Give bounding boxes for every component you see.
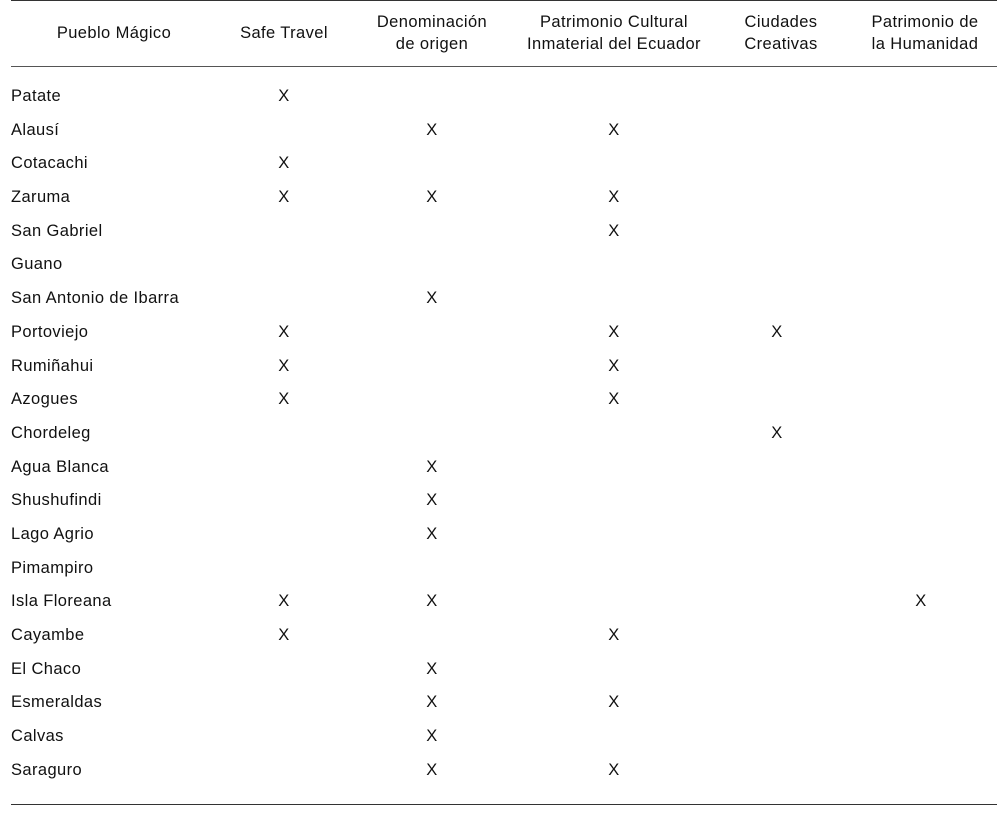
pueblo-name-cell: Agua Blanca bbox=[11, 457, 109, 476]
mark-denominacion-de-origen: X bbox=[426, 727, 438, 746]
mark-safe-travel: X bbox=[278, 390, 290, 409]
mark-patrimonio-cultural-inmaterial: X bbox=[608, 760, 620, 779]
table-row bbox=[11, 619, 997, 653]
pueblo-name-cell: El Chaco bbox=[11, 659, 82, 678]
pueblo-name-cell: Esmeraldas bbox=[11, 693, 103, 712]
pueblo-name-cell: Azogues bbox=[11, 390, 79, 409]
mark-patrimonio-humanidad: X bbox=[915, 592, 927, 611]
mark-ciudades-creativas: X bbox=[771, 423, 783, 442]
table-row bbox=[11, 350, 997, 384]
mark-denominacion-de-origen: X bbox=[426, 289, 438, 308]
header-patrimonio-humanidad: Patrimonio de la Humanidad bbox=[871, 13, 979, 53]
pueblo-name-cell: Calvas bbox=[11, 727, 64, 746]
mark-denominacion-de-origen: X bbox=[426, 524, 438, 543]
table-row bbox=[11, 114, 997, 148]
bottom-rule bbox=[11, 804, 997, 805]
table-row bbox=[11, 80, 997, 114]
mark-patrimonio-cultural-inmaterial: X bbox=[608, 188, 620, 207]
pueblo-name-cell: Pimampiro bbox=[11, 558, 94, 577]
mark-safe-travel: X bbox=[278, 188, 290, 207]
pueblo-name-cell: Chordeleg bbox=[11, 423, 91, 442]
mark-denominacion-de-origen: X bbox=[426, 760, 438, 779]
pueblo-name-cell: Cotacachi bbox=[11, 154, 88, 173]
pueblo-name-cell: Patate bbox=[11, 87, 62, 105]
pueblo-name-cell: Zaruma bbox=[11, 188, 71, 207]
table-row bbox=[11, 686, 997, 720]
pueblo-name-cell: Saraguro bbox=[11, 760, 83, 779]
table-header bbox=[11, 0, 997, 66]
mark-safe-travel: X bbox=[278, 87, 290, 105]
mark-denominacion-de-origen: X bbox=[426, 491, 438, 510]
header-denominacion-de-origen: Denominación de origen bbox=[376, 13, 488, 53]
table-row bbox=[11, 720, 997, 754]
pueblo-name-cell: San Antonio de Ibarra bbox=[11, 289, 180, 308]
table-row bbox=[11, 754, 997, 788]
table-row bbox=[11, 248, 997, 282]
mark-patrimonio-cultural-inmaterial: X bbox=[608, 390, 620, 409]
mark-safe-travel: X bbox=[278, 356, 290, 375]
mark-safe-travel: X bbox=[278, 154, 290, 173]
header-ciudades-creativas: Ciudades Creativas bbox=[744, 13, 818, 53]
header-rule bbox=[11, 66, 997, 67]
table-row bbox=[11, 383, 997, 417]
pueblo-name-cell: Cayambe bbox=[11, 626, 85, 644]
header-safe-travel: Safe Travel bbox=[240, 24, 328, 42]
mark-patrimonio-cultural-inmaterial: X bbox=[608, 120, 620, 139]
header-pueblo-magico: Pueblo Mágico bbox=[56, 24, 172, 42]
mark-denominacion-de-origen: X bbox=[426, 659, 438, 678]
table-row bbox=[11, 147, 997, 181]
mark-safe-travel: X bbox=[278, 322, 290, 341]
table-body bbox=[11, 80, 997, 787]
pueblo-name-cell: Alausí bbox=[11, 120, 60, 139]
mark-patrimonio-cultural-inmaterial: X bbox=[608, 221, 620, 240]
pueblo-name-cell: San Gabriel bbox=[11, 221, 103, 240]
mark-patrimonio-cultural-inmaterial: X bbox=[608, 626, 620, 644]
pueblo-name-cell: Lago Agrio bbox=[11, 524, 94, 543]
mark-safe-travel: X bbox=[278, 592, 290, 611]
table-row bbox=[11, 518, 997, 552]
mark-denominacion-de-origen: X bbox=[426, 693, 438, 712]
pueblo-name-cell: Isla Floreana bbox=[11, 592, 112, 611]
table-row bbox=[11, 552, 997, 586]
mark-ciudades-creativas: X bbox=[771, 322, 783, 341]
pueblo-name-cell: Portoviejo bbox=[11, 322, 89, 341]
pueblo-name-cell: Guano bbox=[11, 255, 63, 274]
mark-denominacion-de-origen: X bbox=[426, 120, 438, 139]
pueblo-name-cell: Rumiñahui bbox=[11, 356, 94, 375]
table-row bbox=[11, 316, 997, 350]
mark-denominacion-de-origen: X bbox=[426, 457, 438, 476]
mark-patrimonio-cultural-inmaterial: X bbox=[608, 356, 620, 375]
mark-patrimonio-cultural-inmaterial: X bbox=[608, 693, 620, 712]
pueblo-name-cell: Shushufindi bbox=[11, 491, 102, 510]
mark-patrimonio-cultural-inmaterial: X bbox=[608, 322, 620, 341]
table-row bbox=[11, 417, 997, 451]
table-row bbox=[11, 451, 997, 485]
table-row bbox=[11, 282, 997, 316]
table-row bbox=[11, 181, 997, 215]
table-row bbox=[11, 585, 997, 619]
table-row bbox=[11, 653, 997, 687]
mark-denominacion-de-origen: X bbox=[426, 592, 438, 611]
table-row bbox=[11, 215, 997, 249]
header-patrimonio-cultural-inmaterial: Patrimonio Cultural Inmaterial del Ecuador bbox=[527, 13, 701, 53]
mark-denominacion-de-origen: X bbox=[426, 188, 438, 207]
mark-safe-travel: X bbox=[278, 626, 290, 644]
table-row bbox=[11, 484, 997, 518]
